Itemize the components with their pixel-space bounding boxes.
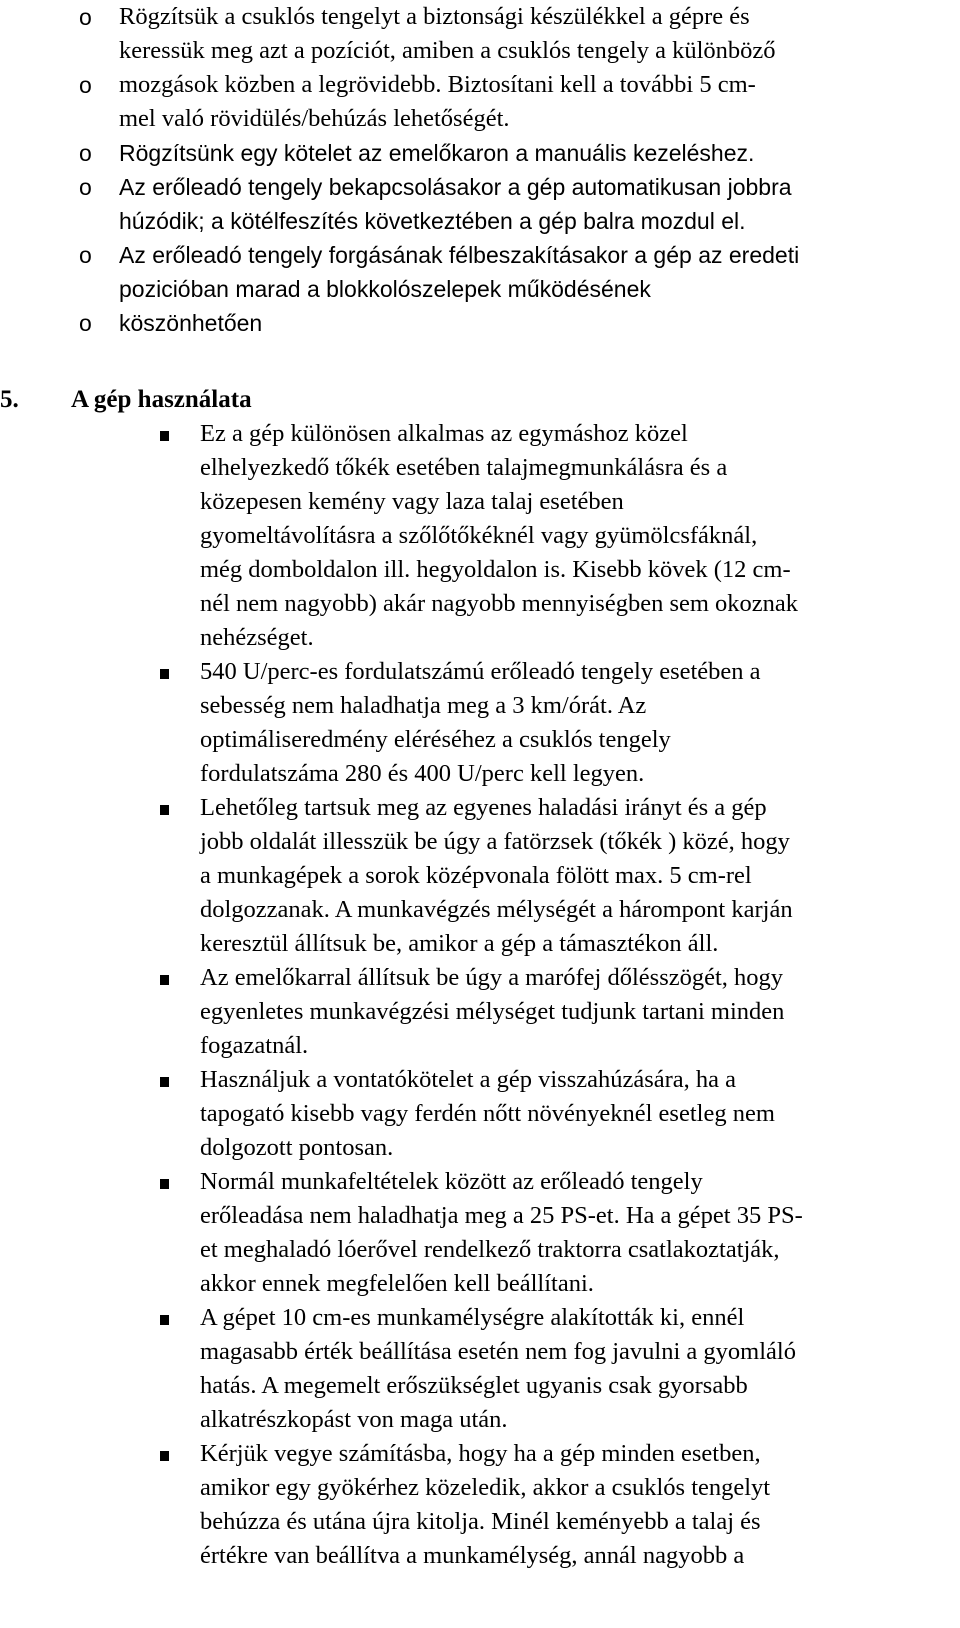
bullet-line: erőleadása nem haladhatja meg a 25 PS-et. Ha a gépet 35 PS- [200,1202,803,1229]
square-bullet-icon [160,431,169,441]
bullet-line: egyenletes munkavégzési mélységet tudjunk tartani minden [200,998,785,1025]
list-marker: o [79,174,92,200]
bullet-line: nehézséget. [200,624,314,651]
bullet-line: alkatrészkopást von maga után. [200,1406,508,1433]
bullet-line: Normál munkafeltételek között az erőleadó tengely [200,1168,703,1195]
bullet-line: Lehetőleg tartsuk meg az egyenes haladási irányt és a gép [200,794,767,821]
bullet-line: fogazatnál. [200,1032,309,1059]
bullet-line: behúzza és utána újra kitolja. Minél keményebb a talaj és [200,1508,761,1535]
list-marker: o [79,242,92,268]
square-bullet-icon [160,1315,169,1325]
square-bullet-icon [160,1179,169,1189]
bullet-line: értékre van beállítva a munkamélység, annál nagyobb a [200,1542,745,1569]
bullet-line: akkor ennek megfelelően kell beállítani. [200,1270,594,1297]
bullet-line: amikor egy gyökérhez közeledik, akkor a csuklós tengelyt [200,1474,771,1501]
intro-line: mozgások közben a legrövidebb. Biztosítani kell a további 5 cm- [119,71,756,98]
section-number: 5. [0,386,19,413]
bullet-line: optimáliseredmény eléréséhez a csuklós tengely [200,726,671,753]
bullet-line: még domboldalon ill. hegyoldalon is. Kisebb kövek (12 cm- [200,556,791,583]
bullet-line: tapogató kisebb vagy ferdén nőtt növényeknél esetleg nem [200,1100,775,1127]
bullet-line: hatás. A megemelt erőszükséglet ugyanis csak gyorsabb [200,1372,748,1399]
list-marker: o [79,4,92,30]
intro-line: keressük meg azt a pozíciót, amiben a csuklós tengely a különböző [119,37,776,64]
list-marker: o [79,310,92,336]
bullet-line: magasabb érték beállítása esetén nem fog javulni a gyomláló [200,1338,796,1365]
intro-line: mel való rövidülés/behúzás lehetőségét. [119,105,510,132]
intro-line: Rögzítsük a csuklós tengelyt a biztonsági készülékkel a gépre és [119,3,750,30]
square-bullet-icon [160,1077,169,1087]
bullet-line: Kérjük vegye számításba, hogy ha a gép minden esetben, [200,1440,761,1467]
bullet-line: elhelyezkedő tőkék esetében talajmegmunkálásra és a [200,454,728,481]
intro-line: köszönhetően [119,310,263,336]
bullet-line: 540 U/perc-es fordulatszámú erőleadó tengely esetében a [200,658,761,685]
bullet-line: közepesen kemény vagy laza talaj esetében [200,488,624,515]
bullet-line: dolgozott pontosan. [200,1134,394,1161]
intro-line: húzódik; a kötélfeszítés következtében a gép balra mozdul el. [119,208,746,234]
list-marker: o [79,72,92,98]
bullet-line: A gépet 10 cm-es munkamélységre alakították ki, ennél [200,1304,745,1331]
square-bullet-icon [160,805,169,815]
intro-line: pozicióban marad a blokkolószelepek működésének [119,276,651,302]
bullet-line: fordulatszáma 280 és 400 U/perc kell legyen. [200,760,645,787]
bullet-line: gyomeltávolításra a szőlőtőkéknél vagy gyümölcsfáknál, [200,522,758,549]
list-marker: o [79,140,92,166]
section-title: A gép használata [71,386,252,413]
intro-line: Rögzítsünk egy kötelet az emelőkaron a manuális kezeléshez. [119,140,755,166]
bullet-line: a munkagépek a sorok középvonala fölött max. 5 cm-rel [200,862,752,889]
square-bullet-icon [160,975,169,985]
intro-line: Az erőleadó tengely bekapcsolásakor a gép automatikusan jobbra [119,174,792,200]
bullet-line: et meghaladó lóerővel rendelkező traktorra csatlakoztatják, [200,1236,780,1263]
bullet-line: Használjuk a vontatókötelet a gép visszahúzására, ha a [200,1066,737,1093]
bullet-line: jobb oldalát illesszük be úgy a fatörzsek (tőkék ) közé, hogy [200,828,790,855]
bullet-line: dolgozzanak. A munkavégzés mélységét a hárompont karján [200,896,793,923]
bullet-line: sebesség nem haladhatja meg a 3 km/órát. Az [200,692,647,719]
bullet-line: keresztül állítsuk be, amikor a gép a támasztékon áll. [200,930,719,957]
square-bullet-icon [160,669,169,679]
square-bullet-icon [160,1451,169,1461]
intro-line: Az erőleadó tengely forgásának félbeszakításakor a gép az eredeti [119,242,800,268]
bullet-line: nél nem nagyobb) akár nagyobb mennyiségben sem okoznak [200,590,799,617]
bullet-line: Ez a gép különösen alkalmas az egymáshoz közel [200,420,688,447]
bullet-line: Az emelőkarral állítsuk be úgy a maróf​ej dőlésszögét, hogy [200,964,784,991]
